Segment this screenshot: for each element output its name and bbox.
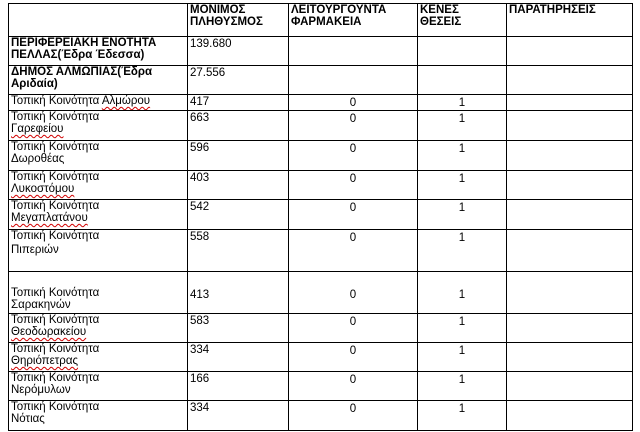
- row-name-cell: [9, 230, 188, 272]
- row-name-line1: Τοπική Κοινότητα: [11, 111, 100, 123]
- row-name-line2: Σαρακηνών: [11, 299, 71, 311]
- row-population-cell: 334: [188, 401, 289, 431]
- row-name-line2: Νερόμυλων: [11, 384, 71, 396]
- row-name-line1: Τοπική Κοινότητα: [11, 200, 100, 212]
- row-name-cell: [9, 272, 188, 314]
- row-name-line1: Τοπική Κοινότητα: [11, 230, 100, 242]
- row-name-cell: [9, 372, 188, 401]
- row-name-line2: Θηριόπετρας: [11, 355, 79, 367]
- table-row: [9, 372, 633, 401]
- row-vacancies-cell: 1: [418, 230, 507, 272]
- row-name-line1: Τοπική Κοινότητα Αλμώρου: [11, 95, 151, 107]
- table-row: [9, 314, 633, 343]
- row-population-cell: 542: [188, 200, 289, 230]
- row-population-cell: 27.556: [188, 66, 289, 95]
- header-cell-pharmacies: ΛΕΙΤΟΥΡΓΟΥΝΤΑ ΦΑΡΜΑΚΕΙΑ: [289, 4, 418, 37]
- row-name-cell: [9, 171, 188, 200]
- row-notes-cell: [507, 111, 633, 141]
- row-name-cell: [9, 314, 188, 343]
- row-notes-cell: [507, 343, 633, 372]
- row-notes-cell: [507, 66, 633, 95]
- row-name-cell: [9, 95, 188, 111]
- header-cell-population: ΜΟΝΙΜΟΣ ΠΛΗΘΥΣΜΟΣ: [188, 4, 289, 37]
- row-name-cell: [9, 200, 188, 230]
- row-name-line2: Πιπεριών: [11, 244, 59, 256]
- row-pharmacies-cell: 0: [289, 111, 418, 141]
- row-pharmacies-cell: [289, 66, 418, 95]
- row-name-line1: Τοπική Κοινότητα: [11, 314, 100, 326]
- row-notes-cell: [507, 95, 633, 111]
- row-pharmacies-cell: 0: [289, 372, 418, 401]
- row-vacancies-cell: 1: [418, 200, 507, 230]
- row-name-line1: Τοπική Κοινότητα: [11, 372, 100, 384]
- row-name-cell: [9, 66, 188, 95]
- row-notes-cell: [507, 372, 633, 401]
- row-vacancies-cell: 1: [418, 95, 507, 111]
- row-vacancies-cell: 1: [418, 141, 507, 171]
- table-row: [9, 141, 633, 171]
- row-vacancies-cell: 1: [418, 343, 507, 372]
- row-population-cell: 558: [188, 230, 289, 272]
- row-notes-cell: [507, 200, 633, 230]
- table-row: [9, 230, 633, 272]
- row-vacancies-cell: [418, 37, 507, 66]
- row-population-cell: 166: [188, 372, 289, 401]
- row-population-cell: 334: [188, 343, 289, 372]
- row-population-cell: 596: [188, 141, 289, 171]
- table-row: [9, 272, 633, 314]
- row-notes-cell: [507, 401, 633, 431]
- header-cell-name: [9, 4, 188, 37]
- table-row: [9, 343, 633, 372]
- row-notes-cell: [507, 37, 633, 66]
- row-name-cell: [9, 111, 188, 141]
- header-row: [9, 4, 633, 37]
- row-population-cell: 139.680: [188, 37, 289, 66]
- row-population-cell: 417: [188, 95, 289, 111]
- row-pharmacies-cell: 0: [289, 314, 418, 343]
- row-population-cell: 583: [188, 314, 289, 343]
- row-pharmacies-cell: 0: [289, 272, 418, 314]
- row-name-line2: Δωροθέας: [11, 153, 65, 165]
- table-row: [9, 171, 633, 200]
- row-name-line1: Τοπική Κοινότητα: [11, 287, 100, 299]
- table-row: [9, 37, 633, 66]
- row-name-line2: Αριδαία): [11, 78, 58, 90]
- row-vacancies-cell: 1: [418, 372, 507, 401]
- row-name-cell: [9, 401, 188, 431]
- row-name-cell: [9, 141, 188, 171]
- row-vacancies-cell: 1: [418, 272, 507, 314]
- row-vacancies-cell: 1: [418, 314, 507, 343]
- header-cell-notes: ΠΑΡΑΤΗΡΗΣΕΙΣ: [507, 4, 633, 37]
- row-notes-cell: [507, 141, 633, 171]
- row-name-line1: Τοπική Κοινότητα: [11, 141, 100, 153]
- table-row: [9, 66, 633, 95]
- row-vacancies-cell: 1: [418, 401, 507, 431]
- row-name-line2: Μεγαπλατάνου: [11, 212, 88, 224]
- row-name-cell: [9, 343, 188, 372]
- row-pharmacies-cell: [289, 37, 418, 66]
- row-name-line1: ΠΕΡΙΦΕΡΕΙΑΚΗ ΕΝΟΤΗΤΑ: [11, 37, 157, 49]
- row-name-line2: ΠΕΛΛΑΣ(Έδρα Έδεσσα): [11, 49, 145, 61]
- row-name-line2: Γαρεφείου: [11, 123, 64, 135]
- row-pharmacies-cell: 0: [289, 343, 418, 372]
- row-vacancies-cell: 1: [418, 171, 507, 200]
- pharmacy-table: [8, 3, 633, 431]
- row-notes-cell: [507, 314, 633, 343]
- table-row: [9, 95, 633, 111]
- row-notes-cell: [507, 171, 633, 200]
- row-name-line1: Τοπική Κοινότητα: [11, 401, 100, 413]
- row-name-line1: Τοπική Κοινότητα: [11, 343, 100, 355]
- row-name-line2: Λυκοστόμου: [11, 183, 75, 195]
- row-pharmacies-cell: 0: [289, 401, 418, 431]
- row-pharmacies-cell: 0: [289, 141, 418, 171]
- row-pharmacies-cell: 0: [289, 230, 418, 272]
- row-name-line2: Νότιας: [11, 413, 45, 425]
- row-name-line2: Θεοδωρακείου: [11, 326, 87, 338]
- row-pharmacies-cell: 0: [289, 171, 418, 200]
- row-vacancies-cell: [418, 66, 507, 95]
- row-notes-cell: [507, 272, 633, 314]
- table-row: [9, 200, 633, 230]
- row-population-cell: 413: [188, 272, 289, 314]
- row-population-cell: 663: [188, 111, 289, 141]
- row-pharmacies-cell: 0: [289, 200, 418, 230]
- header-cell-vacancies: ΚΕΝΕΣ ΘΕΣΕΙΣ: [418, 4, 507, 37]
- row-population-cell: 403: [188, 171, 289, 200]
- row-vacancies-cell: 1: [418, 111, 507, 141]
- row-pharmacies-cell: 0: [289, 95, 418, 111]
- table-row: [9, 111, 633, 141]
- row-name-cell: [9, 37, 188, 66]
- row-notes-cell: [507, 230, 633, 272]
- row-name-line1: ΔΗΜΟΣ ΑΛΜΩΠΙΑΣ(Έδρα: [11, 66, 153, 78]
- row-name-line1: Τοπική Κοινότητα: [11, 171, 100, 183]
- table-row: [9, 401, 633, 431]
